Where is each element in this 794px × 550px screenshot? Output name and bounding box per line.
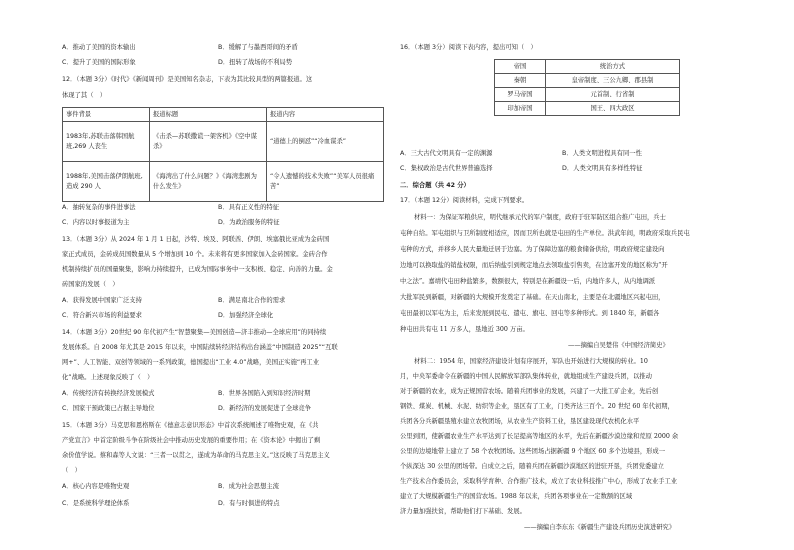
q16-option-a: A．三大古代文明具有一定的渊源 [400, 150, 493, 157]
q-prev-option-b: B．缓解了与墨西哥间的矛盾 [218, 44, 298, 51]
q15-stem-line2: 产党宣言》中首定阶级斗争在阶级社会中推动历史发展的重要作用；在《资本论》中揭出了剩 [62, 437, 321, 444]
q13-stem-line1: 13．（本题 3分）从 2024 年 1 月 1 日起，沙特、埃及、阿联酋、伊朗、埃塞俄比亚成为金砖国 [62, 236, 330, 243]
q15-stem-line3: 余价值学说。蔡和森等人文说：“三者一以贯之，遂成为革命的马克思主义。”这反映了马克思主义 [62, 452, 330, 459]
q17-material2-line5: 兵团各分兵新疆垦殖水建立农牧团场，从农业生产资料工业，垦区建设现代农机化水平 [400, 418, 640, 425]
q17-material1-source: ——摘编自吴楚伟《中国经济简史》 [568, 342, 669, 349]
q13-stem-line2: 家正式成员，金砖成员国数量从 5 个增加到 10 个。未来将有更多国家加入金砖国家。金砖合作 [62, 251, 328, 258]
q14-stem-line2: 发展体系。自 2008 年尤其是 2015 年以来，中国陆续转经济结构出台涵盖“中国制造 2025”“互联 [62, 344, 338, 351]
q13-option-c: C．符合新兴市场的利益要求 [62, 312, 142, 319]
q17-material2-line8: 个纵深达 30 公里的团场带。自成立之后，随着兵团在新疆沙漠地区的进驻开垦，兵团党委建立 [400, 463, 664, 470]
q17-material2-line9: 生产技术合作委员会，采取科学育种、合作推广技术，成立了农业科技推广中心，形成了农业手工业 [400, 478, 678, 485]
q17-material2-line11: 济力量加强扶贫，帮助他们打下基础、发展。 [400, 508, 526, 515]
q16-header-1: 帝国 [495, 60, 546, 74]
q14-stem-line1: 14．（本题 3分）20世纪 90 年代初产生“智慧聚集—美国创造—济丰推动—全球应用”的同持续 [62, 329, 327, 336]
q16-stem: 16．（本题 3分）阅读下表内容，提出可知（ ） [400, 44, 537, 51]
q12-stem-line1: 12．（本题 3分）《时代》《新闻周刊》是美国知名杂志，下表为其比较具型的两篇报道。这 [62, 76, 313, 83]
q17-material2-line10: 建立了大规模新疆生产的国营农场。1988 年以来，兵团各项事业在一定数额的区域 [400, 493, 633, 500]
q12-row1-cell1: 1983年,苏联击落韩国航班,269 人丧生 [63, 122, 150, 162]
q12-option-b: B．具有正义性的特征 [218, 204, 279, 211]
q15-stem-line4: （ ） [62, 467, 81, 474]
q15-stem-line1: 15．（本题 3分）马克思和恩格斯在《德意志意识形态》中首次系统阐述了唯物史观，在《共 [62, 422, 319, 429]
q-prev-option-d: D．扭转了战场的不利局势 [218, 59, 293, 66]
q16-row3-cell1: 印加帝国 [495, 102, 546, 116]
q16-row3-cell2: 国王、四大政区 [546, 102, 680, 116]
q16-row2-cell1: 罗马帝国 [495, 88, 546, 102]
q12-stem-line2: 体现了其（ ） [62, 92, 107, 99]
q12-header-3: 报道内容 [267, 108, 384, 122]
q14-option-c: C．国家干预政策已占据主导地位 [62, 405, 155, 412]
q17-material1-line1: 材料一：为保证军粮供应，明代继承元代的军户制度，政府于驻军防区组合推广屯田，兵士 [414, 214, 666, 221]
q13-stem-line4: 砖国家的发展（ ） [62, 281, 119, 288]
q12-row2-cell2: 《海湾出了什么问题？》《海湾悲剧为什么发生》 [150, 162, 267, 202]
q12-header-1: 事件背景 [63, 108, 150, 122]
q17-stem: 17．（本题 12分）阅读材料，完成下列要求。 [400, 197, 529, 204]
q17-material1-line6: 大批军民到新疆，对新疆的大规模开发奠定了基础。在天山南北，主要是在北疆地区兴起屯田， [400, 294, 665, 301]
q14-stem-line3: 网+”、人工智能、双创等领域的一系列政策，德国提出“工业 4.0”战略，美国正实施“再工业 [62, 359, 320, 366]
q12-row1-cell2: 《击杀—苏联撒谎一架客机》《空中谋杀》 [150, 122, 267, 162]
q14-option-b: B．世界各国陷入到知识经济时期 [218, 390, 311, 397]
q17-material2-source: ——摘编自李东东《新疆生产建设兵团历史演进研究》 [524, 524, 676, 531]
q15-option-d: D．有与时俱进的特点 [218, 500, 280, 507]
q17-material1-line3: 屯种的方式，并移乡人民大量地迁居于边塞。为了保障边塞的粮食储备供给，明政府规定建设向 [400, 246, 665, 253]
q16-row2-cell2: 元首制、行省制 [546, 88, 680, 102]
q17-material2-line6: 公里到团，使新疆农业生产水平达到了长足提高等地区的水平，先后在新疆沙漠边缘和荒原 2000 余 [400, 433, 679, 440]
q17-material2-line4: 钢铁、煤炭、机械、水泥、纺织等企业，垦区有了工业，门类齐达三百个。20 世纪 60 年代初期， [400, 403, 674, 410]
q17-material1-line8: 种屯田共有屯 11 万多人，垦地近 300 万亩。 [400, 326, 529, 333]
section-heading-comprehensive: 二．综合题（共 42 分） [400, 182, 470, 189]
q16-header-2: 统治方式 [546, 60, 680, 74]
q12-option-a: A．抽转复杂的事件进事法 [62, 204, 136, 211]
q13-option-b: B．满足南北合作的需求 [218, 297, 286, 304]
q17-material2-line2: 月，中央军委命令在新疆的中国人民解放军部队集体转业，就地组成生产建设兵团，以推动 [400, 373, 652, 380]
q14-stem-line4: 化”战略。上述现象反映了（ ） [62, 374, 154, 381]
q16-row1-cell1: 秦朝 [495, 74, 546, 88]
q17-material1-line7: 屯田最初以军屯为主，后来发展到民屯、遣屯、旗屯、回屯等多种形式。到 1840 年，新疆各 [400, 310, 660, 317]
q14-option-a: A．传统经济有转换经济发展模式 [62, 390, 155, 397]
q13-option-a: A．获得发展中国家广泛支持 [62, 297, 142, 304]
q16-option-c: C．集权政治是古代世界普遍选择 [400, 165, 493, 172]
q14-option-d: D．新经济的发展促进了全球竞争 [218, 405, 312, 412]
q17-material1-line5: 中之法”。嘉靖代屯田种盐繁多，数额很大，特别是在新疆设一后，内地许多人，从内地调派 [400, 278, 656, 285]
q13-option-d: D．加强经济全球化 [218, 312, 274, 319]
q16-row1-cell2: 皇帝制度、三公九卿、郡县制 [546, 74, 680, 88]
q16-table [494, 59, 680, 116]
q12-header-2: 报道标题 [150, 108, 267, 122]
q12-option-c: C．内容以时事报道为主 [62, 219, 130, 226]
q15-option-b: B．成为社会思想主流 [218, 483, 279, 490]
q17-material2-line7: 公里的边境地带上建立了 58 个农牧团场。这些团场占据新疆 9 个地区 60 多个边境县，形成一 [400, 448, 666, 455]
q15-option-c: C．是系统科学理论体系 [62, 500, 130, 507]
q13-stem-line3: 机制持续扩员的国量聚集，影响力持续提升，已成为国际事务中一支积极、稳定、向善的力量。金 [62, 266, 333, 273]
q17-material1-line4: 边地可以换取盐的销盐权限，而后纳盐引到规定地点去领取盐引售卖，在边塞开发的地区称为“开 [400, 262, 668, 269]
q12-table [62, 107, 384, 202]
q17-material1-line2: 屯种自给。军屯组织与卫所制度相适应，因而卫所也就是屯田的生产单位。洪武年间，明政府采取兵民屯 [400, 230, 690, 237]
q12-row2-cell3: “令人遗憾的技术失败”“美军人员很痛苦” [267, 162, 384, 202]
q12-option-d: D．为政治服务的特征 [218, 219, 280, 226]
q12-row2-cell1: 1988年,美国击落伊朗航班,造成 290 人 [63, 162, 150, 202]
q17-material2-line3: 对于新疆的农业，成为正规国营农场。随着兵团事业的发展，兴建了一大批工矿企业，先后创 [400, 388, 659, 395]
q-prev-option-c: C．提升了美国的国际形象 [62, 59, 136, 66]
q16-option-d: D．人类文明具有多样性特征 [562, 165, 643, 172]
q12-row1-cell3: “道德上的倒怼”“冷血谋杀” [267, 122, 384, 162]
q17-material2-line1: 材料二：1954 年，国家经济建设计划有序展开，军队也开始进行大规模的转业。10 [414, 358, 648, 365]
q16-option-b: B．人类文明进程具有同一性 [562, 150, 642, 157]
q15-option-a: A．核心内容是唯物史观 [62, 483, 130, 490]
q-prev-option-a: A．推动了美国的资本输出 [62, 44, 136, 51]
